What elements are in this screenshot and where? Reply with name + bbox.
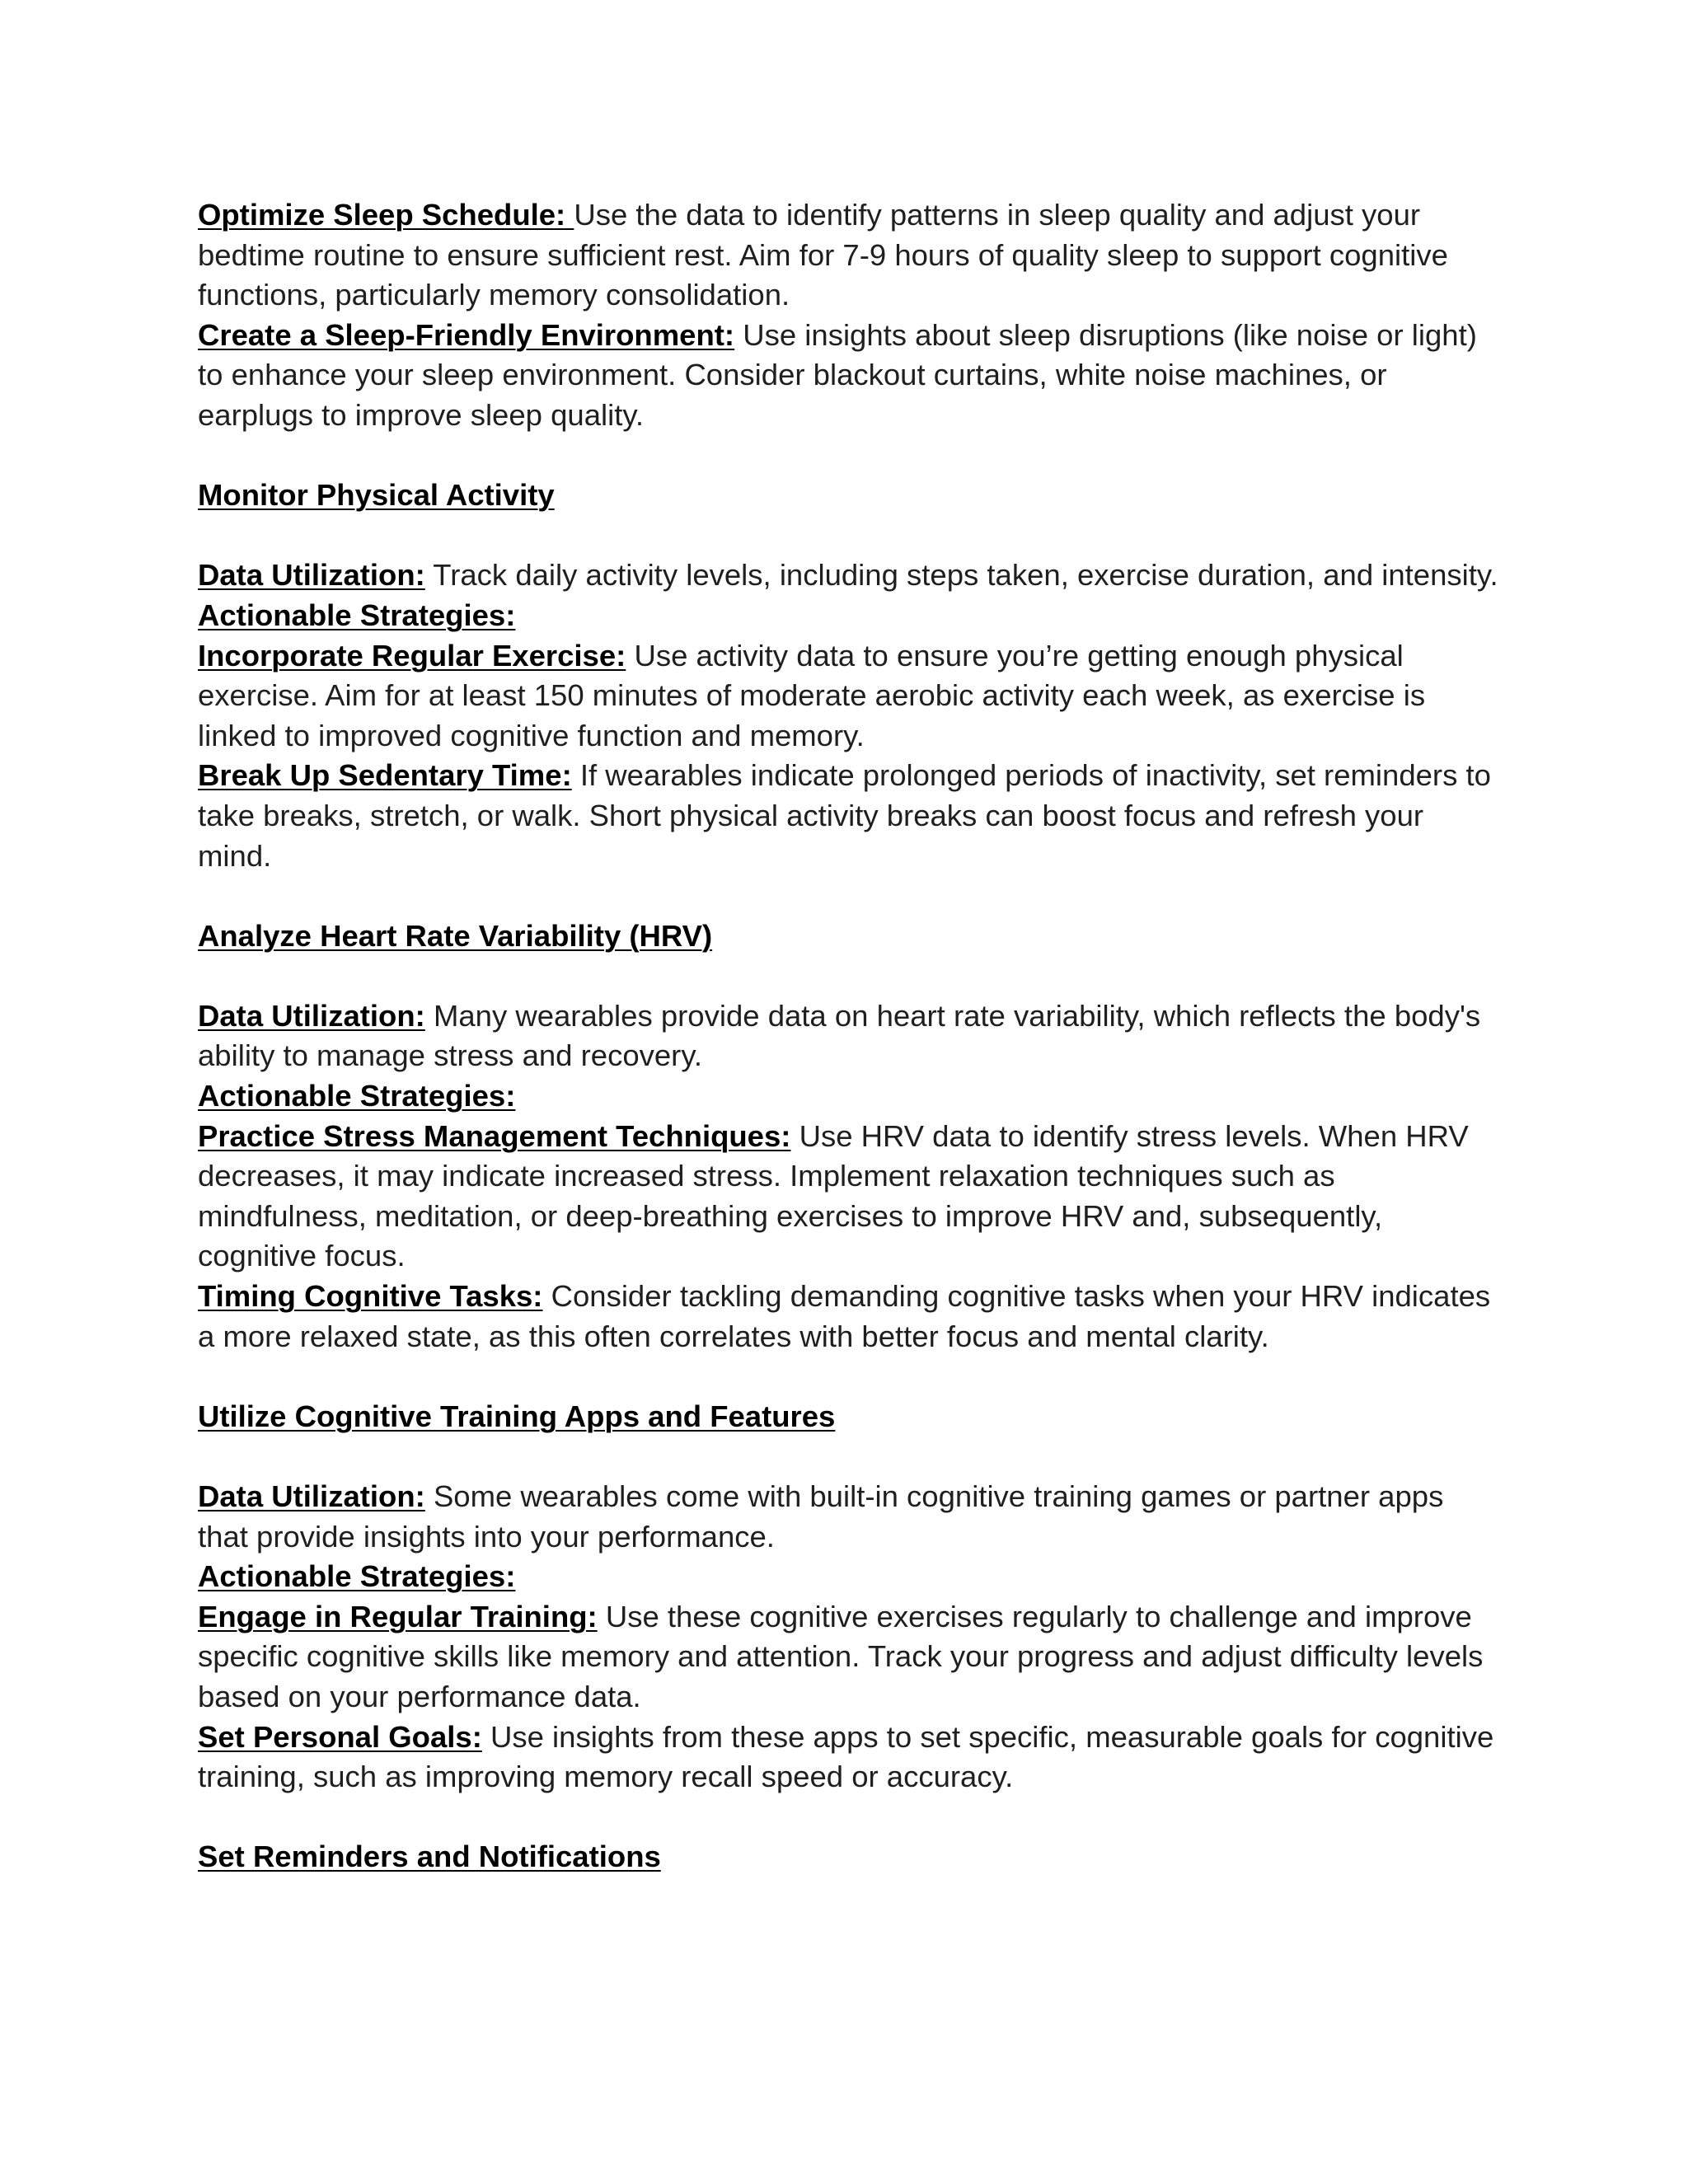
strategy-paragraph	[198, 1277, 1500, 1357]
data-utilization-text: Some wearables come with built-in cognitive training games or partner apps that provide insights into your performance.	[198, 1479, 1444, 1554]
data-utilization-text: Many wearables provide data on heart rate variability, which reflects the body's ability to manage stress and recovery.	[198, 998, 1481, 1073]
strategy-text: Use activity data to ensure you’re getting enough physical exercise. Aim for at least 150 minutes of moderate aerobic activity each week, as exercise is linked to improved cognitive function and memory.	[198, 638, 1426, 752]
strategy-paragraph	[198, 1117, 1500, 1277]
data-utilization-label: Data Utilization:	[198, 998, 425, 1033]
document-content	[198, 195, 1500, 1877]
section-heading-hrv: Analyze Heart Rate Variability (HRV)	[198, 918, 713, 953]
optimize-sleep-paragraph	[198, 195, 1500, 316]
strategy-label: Break Up Sedentary Time:	[198, 758, 572, 793]
strategy-label: Incorporate Regular Exercise:	[198, 638, 626, 673]
spacer	[198, 956, 1500, 996]
strategy-label: Set Personal Goals:	[198, 1719, 482, 1754]
spacer	[198, 516, 1500, 556]
spacer	[198, 1797, 1500, 1838]
actionable-strategies-label: Actionable Strategies:	[198, 1559, 516, 1594]
optimize-sleep-label: Optimize Sleep Schedule:	[198, 198, 574, 232]
actionable-strategies-label: Actionable Strategies:	[198, 598, 516, 632]
spacer	[198, 1436, 1500, 1477]
sleep-environment-label: Create a Sleep-Friendly Environment:	[198, 317, 735, 352]
strategy-text: Use HRV data to identify stress levels. When HRV decreases, it may indicate increased stress. Implement relaxation techniques such as mindfulness, meditation, or deep-breathing exercises to improve HRV and, subsequently, cognitive focus.	[198, 1118, 1469, 1273]
data-utilization-label: Data Utilization:	[198, 558, 425, 593]
strategy-text: Consider tackling demanding cognitive tasks when your HRV indicates a more relaxed state, as this often correlates with better focus and mental clarity.	[198, 1279, 1491, 1353]
strategy-text: Use these cognitive exercises regularly to challenge and improve specific cognitive skills like memory and attention. Track your progress and adjust difficulty levels based on your performance data.	[198, 1599, 1484, 1713]
sleep-environment-text: Use insights about sleep disruptions (like noise or light) to enhance your sleep environment. Consider blackout curtains, white noise machines, or earplugs to improve sleep quality.	[198, 317, 1477, 432]
data-utilization-text: Track daily activity levels, including steps taken, exercise duration, and intensity.	[424, 558, 1498, 593]
strategy-label: Timing Cognitive Tasks:	[198, 1279, 543, 1314]
strategy-paragraph	[198, 1597, 1500, 1718]
strategy-paragraph	[198, 636, 1500, 757]
data-utilization-paragraph	[198, 1477, 1500, 1557]
strategy-label: Practice Stress Management Techniques:	[198, 1118, 791, 1153]
data-utilization-paragraph	[198, 555, 1500, 596]
data-utilization-label: Data Utilization:	[198, 1479, 425, 1513]
strategy-paragraph	[198, 1718, 1500, 1797]
sleep-environment-paragraph	[198, 316, 1500, 436]
strategy-text: Use insights from these apps to set specific, measurable goals for cognitive training, such as improving memory recall speed or accuracy.	[198, 1719, 1494, 1794]
optimize-sleep-text: Use the data to identify patterns in sleep quality and adjust your bedtime routine to ensure sufficient rest. Aim for 7-9 hours of quality sleep to support cognitive functions, particularly memory consolidation.	[198, 198, 1448, 312]
spacer	[198, 436, 1500, 476]
section-heading-cognitive-training: Utilize Cognitive Training Apps and Features	[198, 1399, 836, 1433]
section-heading-reminders: Set Reminders and Notifications	[198, 1840, 661, 1874]
spacer	[198, 876, 1500, 916]
section-heading-physical-activity: Monitor Physical Activity	[198, 478, 555, 513]
strategy-label: Engage in Regular Training:	[198, 1599, 598, 1633]
actionable-strategies-label: Actionable Strategies:	[198, 1079, 516, 1113]
spacer	[198, 1357, 1500, 1397]
data-utilization-paragraph	[198, 996, 1500, 1076]
strategy-paragraph	[198, 756, 1500, 876]
strategy-text: If wearables indicate prolonged periods of inactivity, set reminders to take breaks, stretch, or walk. Short physical activity breaks can boost focus and refresh your mind.	[198, 758, 1491, 873]
